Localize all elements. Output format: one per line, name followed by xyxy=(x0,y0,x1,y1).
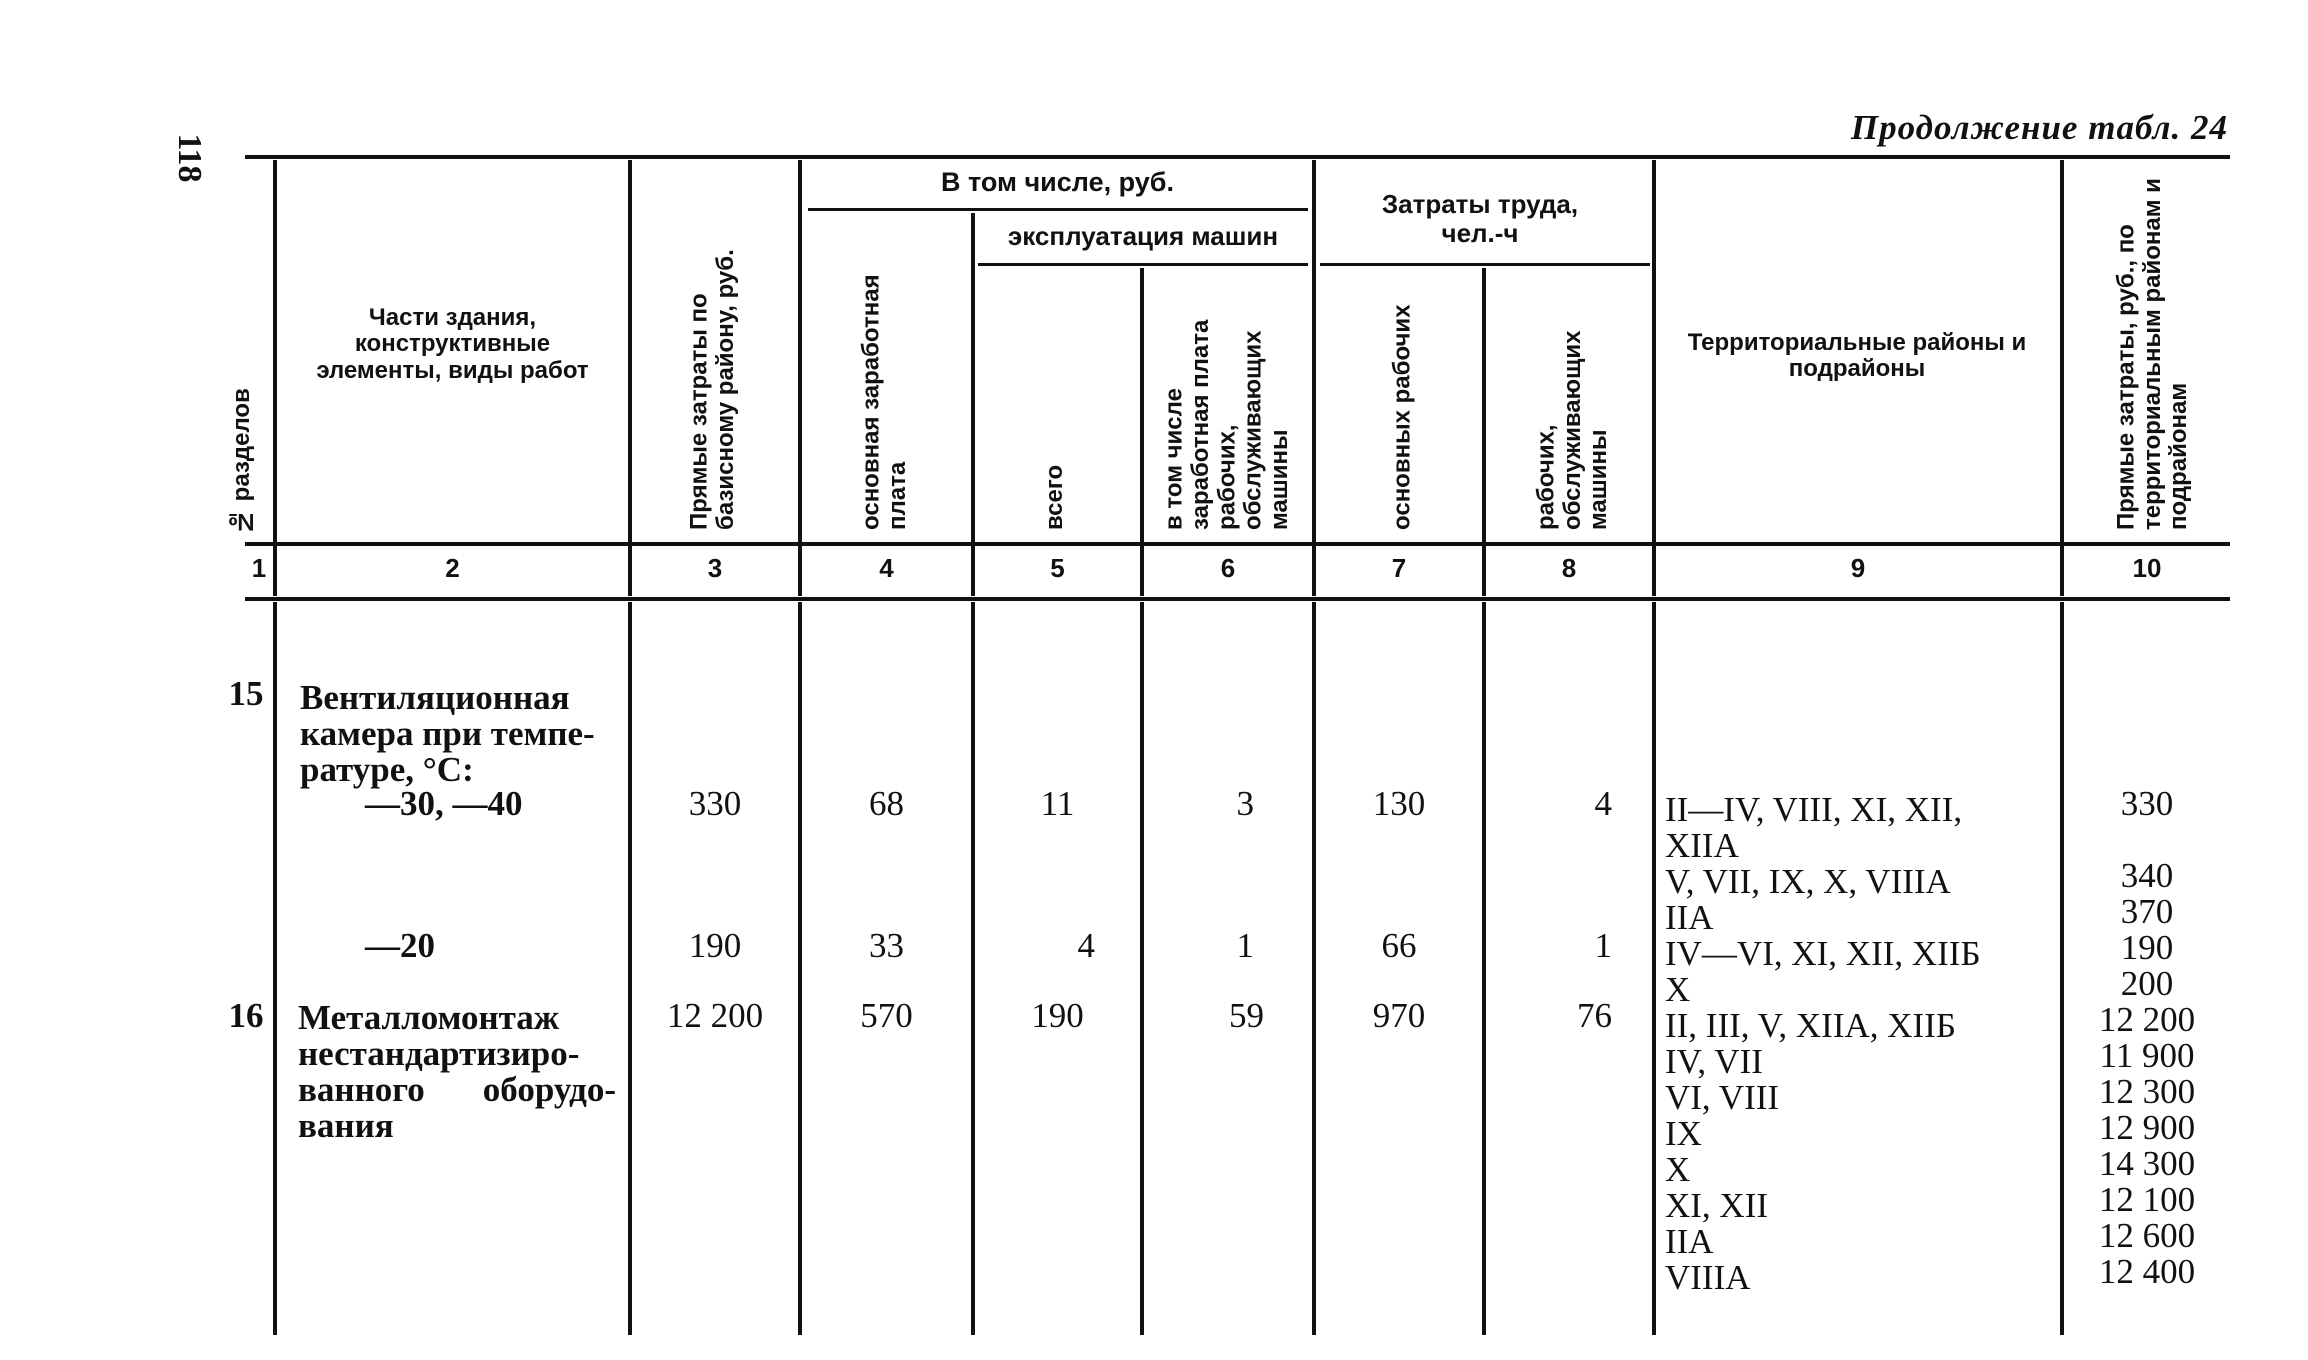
region-item: X xyxy=(1665,970,1691,1009)
row15-sub1-c3: 330 xyxy=(688,784,742,823)
row15-sub2-c3: 190 xyxy=(688,926,742,965)
region-cost: 12 200 xyxy=(2098,1000,2196,1039)
row16-c3: 12 200 xyxy=(666,996,764,1035)
row15-sub2-c6: 1 xyxy=(1236,926,1254,965)
colnum-1: 1 xyxy=(251,553,267,583)
row15-sub2-c8: 1 xyxy=(1594,926,1612,965)
header-col7: основных рабочих xyxy=(1388,304,1416,530)
row15-sub2-label: —20 xyxy=(365,926,435,965)
body-vline xyxy=(971,602,975,1335)
header-vline xyxy=(2060,160,2064,596)
header-vline xyxy=(1652,160,1656,596)
header-col6: в том числе заработная плата рабочих, обслуживающих машины xyxy=(1160,319,1294,530)
region-item: VIIIA xyxy=(1665,1258,1751,1297)
header-col5: всего xyxy=(1040,464,1068,530)
colnum-9: 9 xyxy=(1850,553,1866,583)
colnum-7: 7 xyxy=(1391,553,1407,583)
region-cost: 12 600 xyxy=(2098,1216,2196,1255)
region-item: XI, XII xyxy=(1665,1186,1769,1225)
row16-c7: 970 xyxy=(1372,996,1426,1035)
row15-sub1-c7: 130 xyxy=(1372,784,1426,823)
row16-c8: 76 xyxy=(1577,996,1612,1035)
body-vline xyxy=(798,602,802,1335)
body-vline xyxy=(1312,602,1316,1335)
row15-sub1-c6: 3 xyxy=(1236,784,1254,823)
header-bottom-rule xyxy=(245,542,2230,546)
colnum-5: 5 xyxy=(1050,553,1065,583)
header-col1: № разделов xyxy=(227,388,255,535)
region-cost: 14 300 xyxy=(2098,1144,2196,1183)
region-cost: 12 100 xyxy=(2098,1180,2196,1219)
row15-sub1-c8: 4 xyxy=(1594,784,1612,823)
header-col4: основная заработная плата xyxy=(857,274,911,530)
header-col9: Территориальные районы и подрайоны xyxy=(1687,329,2027,383)
body-vline xyxy=(1652,602,1656,1335)
group-exp-rule xyxy=(978,263,1308,266)
region-cost: 340 xyxy=(2120,856,2174,895)
row16-number: 16 xyxy=(228,996,264,1035)
body-vline xyxy=(1482,602,1486,1335)
colnum-10: 10 xyxy=(2132,553,2162,583)
region-cost: 370 xyxy=(2120,892,2174,931)
row16-c5: 190 xyxy=(1031,996,1084,1035)
row15-title-line: Вентиляционная xyxy=(300,678,570,717)
region-item: IIA xyxy=(1665,898,1714,937)
header-group-exp: эксплуатация машин xyxy=(1007,221,1279,251)
row15-sub1-c5: 11 xyxy=(1040,784,1075,823)
region-item: IV, VII xyxy=(1665,1042,1763,1081)
region-cost: 12 300 xyxy=(2098,1072,2196,1111)
colnum-6: 6 xyxy=(1220,553,1236,583)
row15-sub2-c5: 4 xyxy=(1077,926,1095,965)
row16-title-line: ванного оборудо- xyxy=(298,1070,616,1109)
row15-number: 15 xyxy=(228,674,264,713)
region-cost: 11 900 xyxy=(2099,1036,2195,1075)
colnum-3: 3 xyxy=(707,553,723,583)
region-item: X xyxy=(1665,1150,1691,1189)
region-cost: 330 xyxy=(2120,784,2174,823)
row16-title-line: нестандартизиро- xyxy=(298,1034,580,1073)
row15-sub1-label: —30, —40 xyxy=(365,784,523,823)
header-col2: Части здания, конструктивные элементы, виды работ xyxy=(316,304,589,384)
region-cost: 190 xyxy=(2120,928,2174,967)
header-vline xyxy=(1312,160,1316,596)
colnum-2: 2 xyxy=(445,553,460,583)
region-item: IV—VI, XI, XII, XIIБ xyxy=(1665,934,1981,973)
header-vline xyxy=(1140,268,1144,596)
header-vline xyxy=(798,160,802,596)
header-col3: Прямые затраты по базисному району, руб. xyxy=(685,249,739,530)
header-col8: рабочих, обслуживающих машины xyxy=(1532,330,1613,530)
row15-sub2-c4: 33 xyxy=(869,926,904,965)
body-vline xyxy=(628,602,632,1335)
header-vline xyxy=(273,160,277,596)
table-caption: Продолжение табл. 24 xyxy=(1850,108,2228,147)
region-item: IIA xyxy=(1665,1222,1714,1261)
region-item: XIIA xyxy=(1665,826,1739,865)
colnum-8: 8 xyxy=(1561,553,1577,583)
header-top-rule xyxy=(245,155,2230,159)
header-col10: Прямые затраты, руб., по территориальным районам и подрайонам xyxy=(2112,178,2193,530)
region-item: V, VII, IX, X, VIIIA xyxy=(1665,862,1951,901)
region-item: VI, VIII xyxy=(1665,1078,1780,1117)
region-cost: 200 xyxy=(2120,964,2174,1003)
header-group-vtom: В том числе, руб. xyxy=(941,167,1174,197)
colnum-bottom-rule xyxy=(245,597,2230,601)
region-cost: 12 900 xyxy=(2098,1108,2196,1147)
group-labor-rule xyxy=(1320,263,1650,266)
colnum-4: 4 xyxy=(879,553,894,583)
row16-title-line: вания xyxy=(298,1106,394,1145)
header-group-labor: Затраты труда, чел.-ч xyxy=(1381,189,1579,248)
row15-sub1-c4: 68 xyxy=(869,784,904,823)
row15-sub2-c7: 66 xyxy=(1381,926,1417,965)
region-cost: 12 400 xyxy=(2098,1252,2196,1291)
row16-title-line: Металломонтаж xyxy=(298,998,560,1037)
row16-c6: 59 xyxy=(1229,996,1264,1035)
row16-c4: 570 xyxy=(860,996,913,1035)
region-item: II—IV, VIII, XI, XII, xyxy=(1665,790,1963,829)
header-vline xyxy=(628,160,632,596)
group-vtom-rule xyxy=(808,208,1308,211)
row15-title-line: камера при темпе- xyxy=(300,714,595,753)
body-vline xyxy=(273,602,277,1335)
region-item: II, III, V, XIIA, XIIБ xyxy=(1665,1006,1956,1045)
body-vline xyxy=(1140,602,1144,1335)
header-vline xyxy=(1482,268,1486,596)
region-item: IX xyxy=(1665,1114,1702,1153)
header-vline xyxy=(971,213,975,596)
page-number: 118 xyxy=(171,133,208,183)
row15-title-line: ратуре, °С: xyxy=(300,750,474,789)
